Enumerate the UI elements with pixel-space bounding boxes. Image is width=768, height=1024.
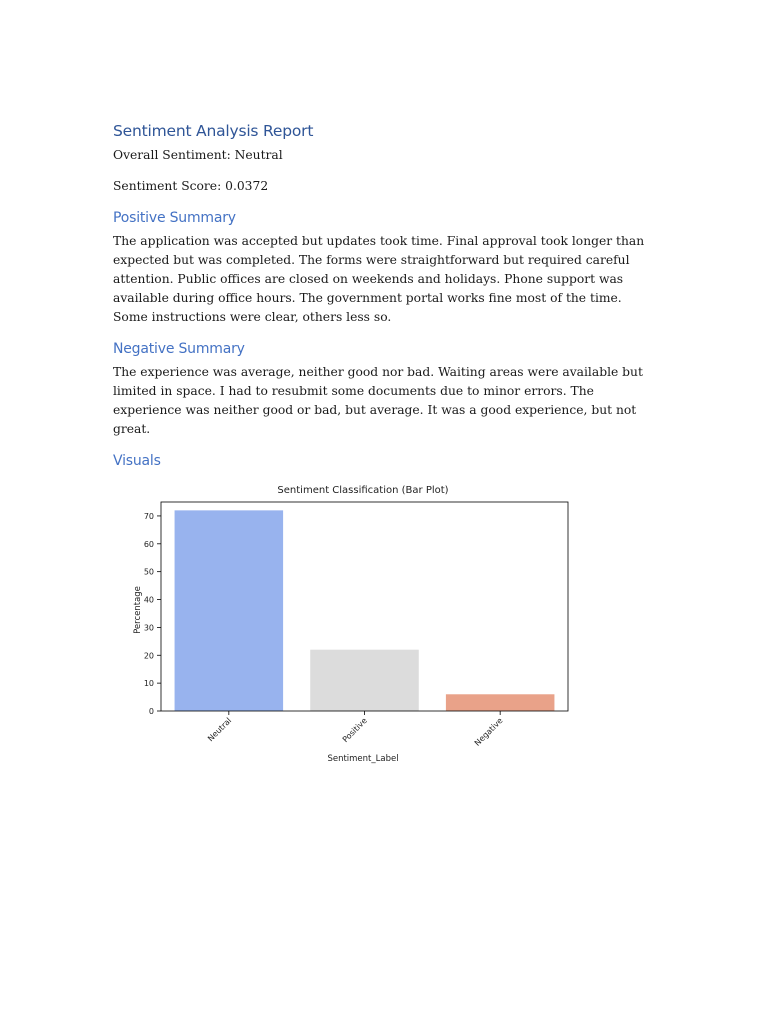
chart-title: Sentiment Classification (Bar Plot) [277, 485, 449, 496]
report-title: Sentiment Analysis Report [113, 122, 314, 140]
x-tick-label-negative: Negative [472, 716, 505, 748]
y-tick-label: 50 [143, 567, 154, 577]
x-tick-label-neutral: Neutral [206, 716, 234, 744]
bar-negative [446, 694, 555, 711]
y-tick-label: 10 [143, 679, 154, 689]
y-tick-label: 60 [143, 539, 154, 549]
visuals-heading: Visuals [113, 453, 161, 469]
negative-summary-text: The experience was average, neither good nor bad. Waiting areas were available but limited in space. I had to resubmit some documents due to minor errors. The experience was neither good or bad, but average. It was a good experience, but not great. [113, 365, 643, 436]
bar-positive [310, 650, 419, 711]
y-axis-label: Percentage [133, 586, 143, 634]
sentiment-bar-chart [128, 475, 578, 765]
y-tick-label: 20 [143, 651, 154, 661]
positive-summary-heading: Positive Summary [113, 210, 236, 226]
bar-neutral [175, 510, 284, 711]
y-tick-label: 40 [143, 595, 154, 605]
x-axis-label: Sentiment_Label [327, 754, 399, 764]
y-tick-label: 0 [148, 707, 154, 716]
negative-summary-heading: Negative Summary [113, 341, 245, 357]
x-tick-label-positive: Positive [340, 716, 369, 745]
overall-sentiment: Overall Sentiment: Neutral [113, 148, 283, 162]
chart-container [128, 475, 658, 769]
sentiment-score: Sentiment Score: 0.0372 [113, 179, 269, 193]
positive-summary-text: The application was accepted but updates took time. Final approval took longer than expected but was completed. The forms were straightforward but required careful attention. Public offices are closed on weekends and holidays. Phone support was available during office hours. The government portal works fine most of the time. Some instructions were clear, others less so. [113, 234, 645, 324]
report-page [113, 122, 658, 769]
y-tick-label: 30 [143, 623, 154, 633]
y-tick-label: 70 [143, 511, 154, 521]
